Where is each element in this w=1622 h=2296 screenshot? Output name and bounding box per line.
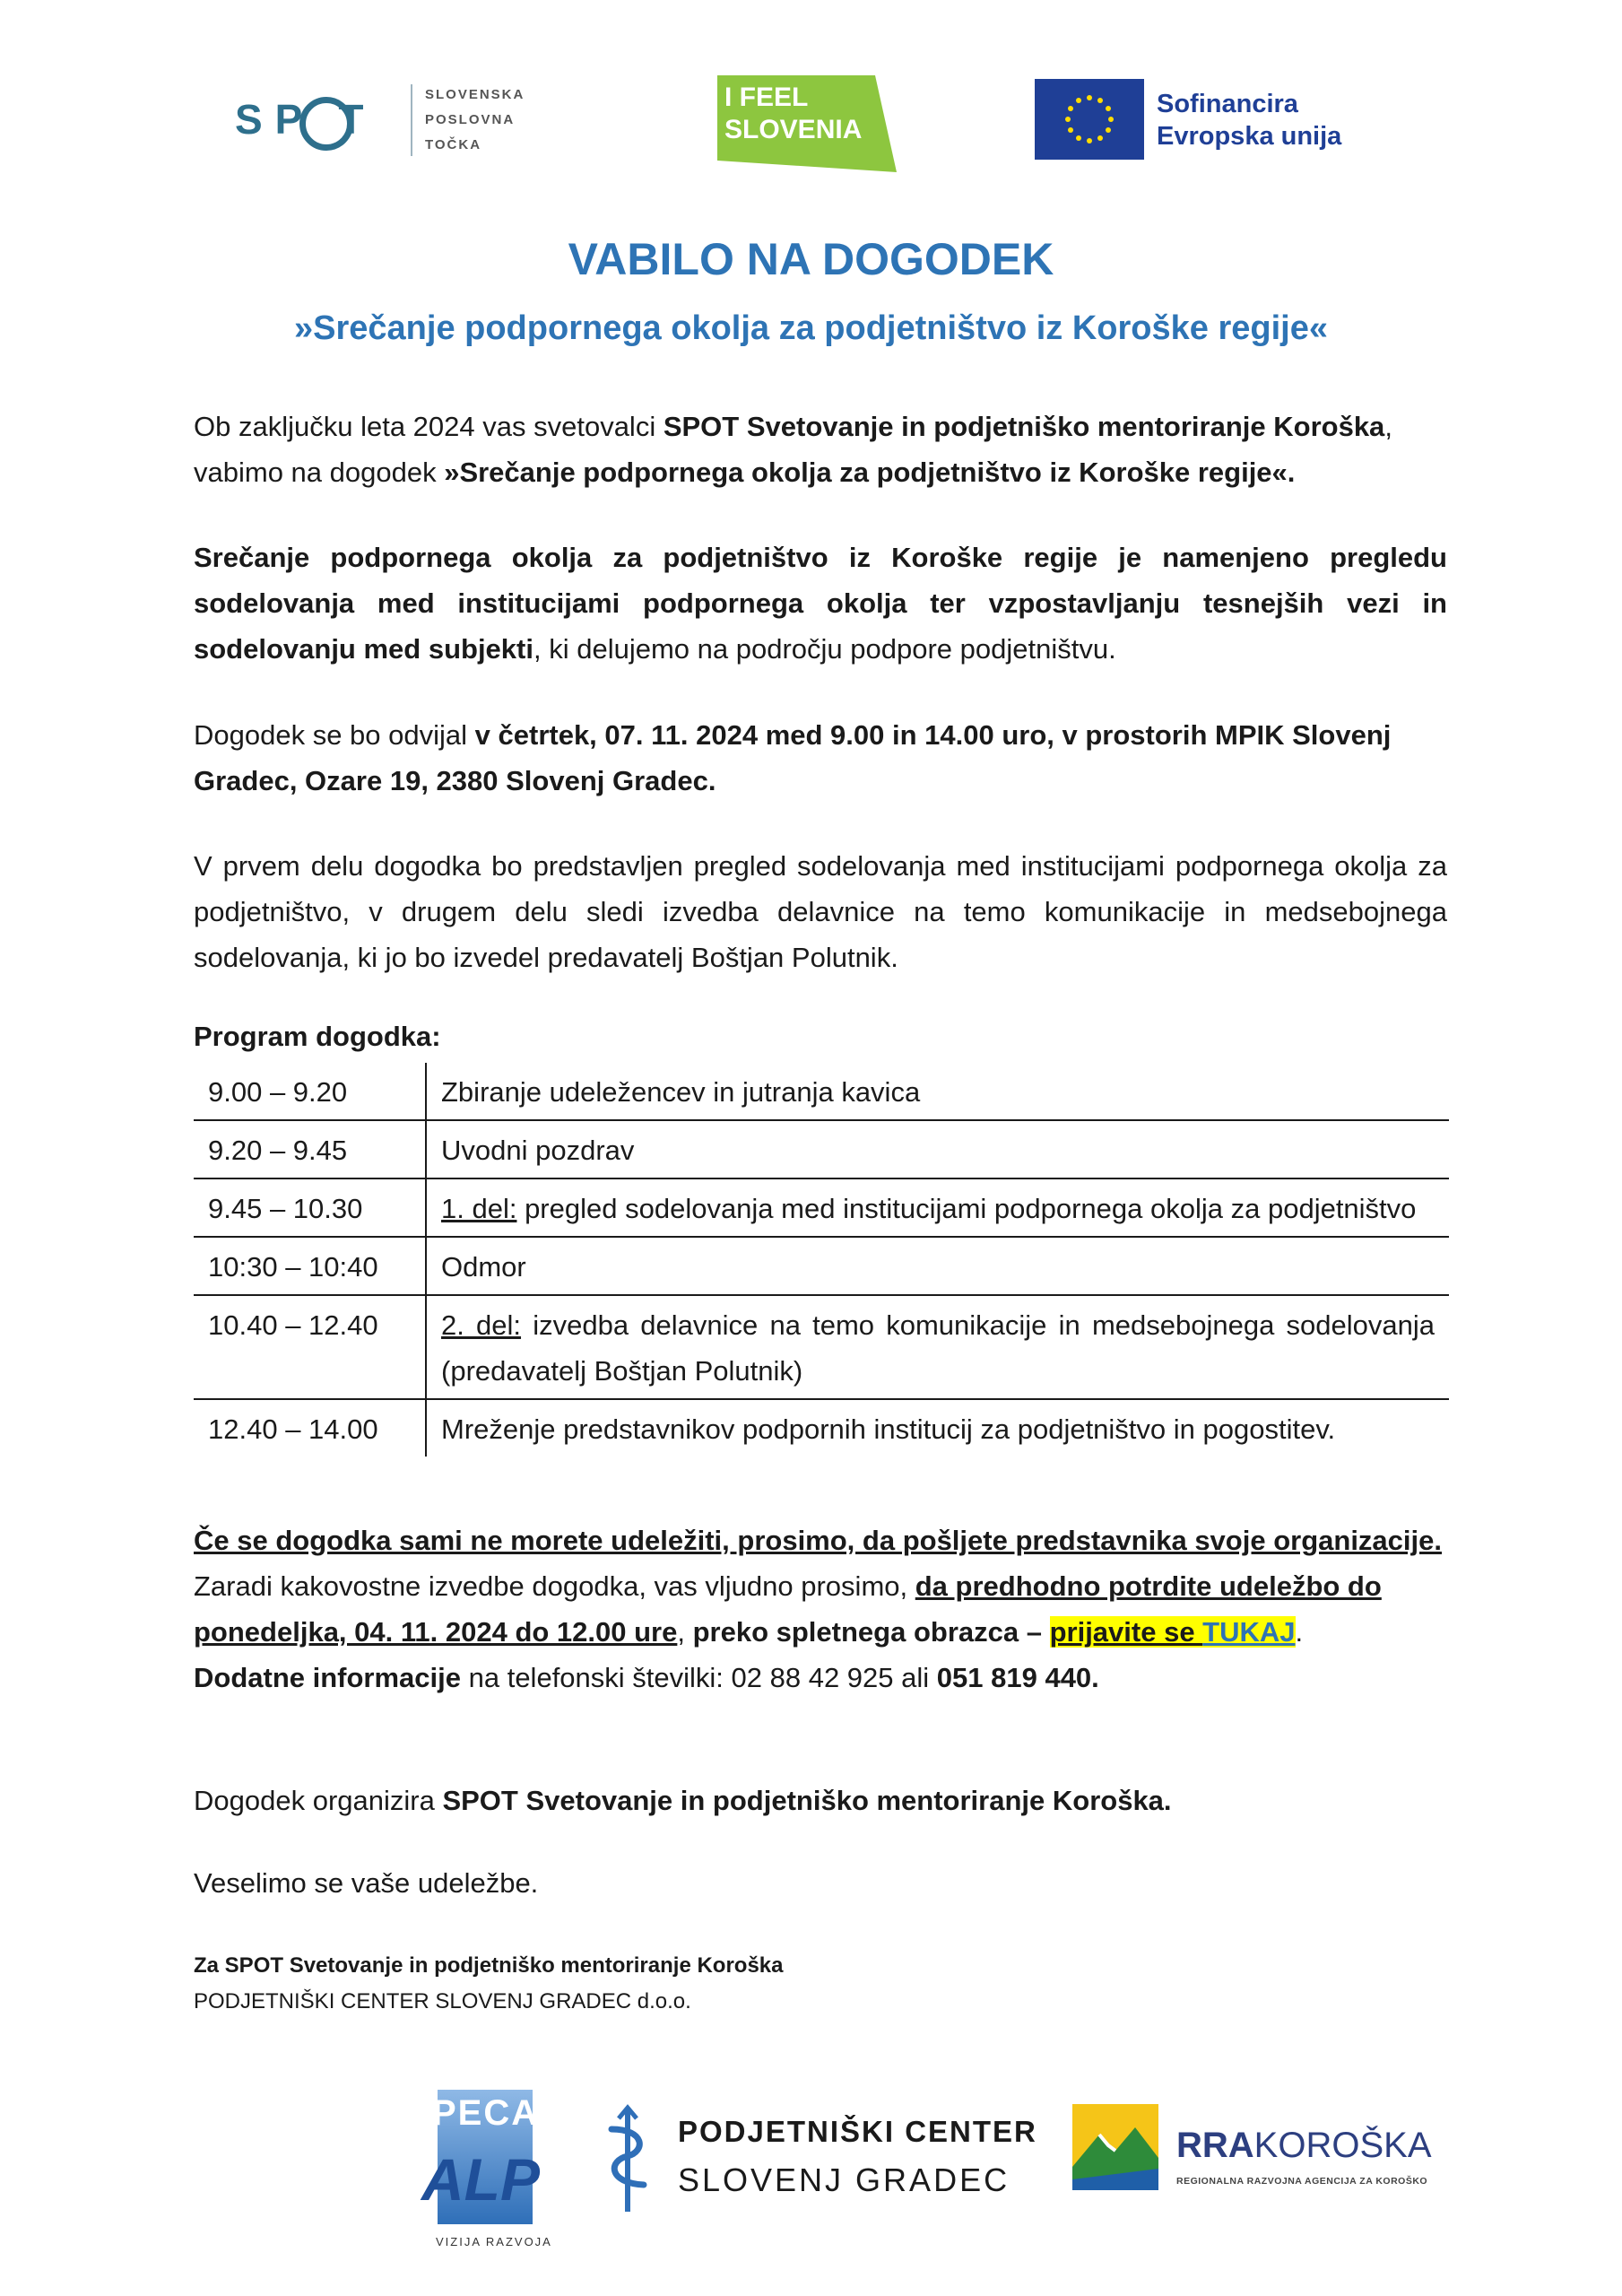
- page-title: VABILO NA DOGODEK: [568, 234, 1054, 284]
- eu-text-line1: Sofinancira: [1157, 90, 1298, 118]
- page-subtitle: »Srečanje podpornega okolja za podjetništvo iz Koroške regije«: [294, 309, 1328, 347]
- rra-wordmark: [1176, 2126, 1432, 2166]
- text-run: Zaradi kakovostne izvedbe dogodka, vas vljudno prosimo,: [194, 1570, 915, 1602]
- spot-tagline: [425, 83, 525, 158]
- eu-text: [1157, 88, 1341, 152]
- text-run: ,: [677, 1616, 693, 1648]
- pc-line1: PODJETNIŠKI CENTER: [678, 2115, 1037, 2148]
- bold-underline-run: Če se dogodka sami ne morete udeležiti, prosimo, da pošljete predstavnika svoje organizacije.: [194, 1525, 1442, 1556]
- ifeel-line1: I FEEL: [724, 83, 809, 112]
- podjetniski-center-logo: [592, 2102, 1058, 2219]
- register-link[interactable]: TUKAJ: [1202, 1616, 1296, 1648]
- peca-main-text: ALP: [421, 2146, 540, 2213]
- rra-bold: RRA: [1176, 2126, 1254, 2165]
- signature-line2: PODJETNIŠKI CENTER SLOVENJ GRADEC d.o.o.: [194, 1989, 691, 2013]
- time-cell: 9.00 – 9.20: [194, 1063, 426, 1120]
- spot-wordmark: SP T: [235, 96, 377, 143]
- eu-flag-icon: [1035, 79, 1144, 160]
- time-cell: 10.40 – 12.40: [194, 1295, 426, 1399]
- bold-run: 051 819 440.: [936, 1662, 1099, 1693]
- text-run: izvedba delavnice na temo komunikacije in medsebojnega sodelovanja (predavatelj Boštjan Polutnik): [441, 1309, 1435, 1387]
- rra-mountain-icon: [1072, 2104, 1158, 2190]
- table-row: [194, 1120, 1449, 1178]
- description-cell: [426, 1178, 1449, 1237]
- bold-run: Dodatne informacije: [194, 1662, 461, 1693]
- description-cell: [426, 1237, 1449, 1295]
- eu-cofinanced-logo: [1035, 79, 1411, 160]
- description-cell: [426, 1295, 1449, 1399]
- text-run: Ob zaključku leta 2024 vas svetovalci: [194, 411, 664, 442]
- text-run: Dogodek organizira: [194, 1785, 443, 1816]
- bold-run: preko spletnega obrazca –: [692, 1616, 1050, 1648]
- time-cell: 12.40 – 14.00: [194, 1399, 426, 1457]
- closing-paragraph: [194, 1860, 1447, 1906]
- time-cell: 10:30 – 10:40: [194, 1237, 426, 1295]
- text-run: Uvodni pozdrav: [441, 1135, 635, 1166]
- register-highlight: prijavite se: [1049, 1616, 1203, 1648]
- ifeel-line2: SLOVENIA: [724, 115, 863, 144]
- rra-koroska-logo: [1072, 2104, 1449, 2203]
- bold-run: SPOT Svetovanje in podjetniško mentoriranje Koroška.: [442, 1785, 1172, 1816]
- caduceus-icon: [592, 2102, 664, 2219]
- spot-tagline-line: POSLOVNA: [425, 112, 516, 127]
- text-run: V prvem delu dogodka bo predstavljen pregled sodelovanja med institucijami podpornega okolja za podjetništvo, v drugem delu sledi izvedba delavnice na temo komunikacije in medsebojnega sodelovanja, ki jo bo izvedel predavatelj Boštjan Polutnik.: [194, 850, 1447, 973]
- text-run: Zbiranje udeležencev in jutranja kavica: [441, 1076, 921, 1108]
- signature-line1: Za SPOT Svetovanje in podjetniško mentoriranje Koroška: [194, 1953, 784, 1978]
- text-run: Veselimo se vaše udeležbe.: [194, 1867, 539, 1899]
- bold-underline-run: da predhodno potrdite udeležbo do ponedeljka, 04. 11. 2024 do 12.00 ure: [194, 1570, 1382, 1648]
- text-run: , ki delujemo na področju podpore podjetništvu.: [533, 633, 1116, 665]
- description-cell: [426, 1399, 1449, 1457]
- text-run: , vabimo na dogodek: [194, 411, 1392, 488]
- peca-alp-logo: [405, 2090, 576, 2260]
- description-cell: [426, 1063, 1449, 1120]
- program-description: [194, 843, 1447, 980]
- table-row: [194, 1237, 1449, 1295]
- program-label: Program dogodka:: [194, 1021, 441, 1052]
- rra-rest: KOROŠKA: [1253, 2126, 1432, 2165]
- time-cell: 9.20 – 9.45: [194, 1120, 426, 1178]
- text-run: Odmor: [441, 1251, 526, 1283]
- spot-divider: [411, 84, 412, 156]
- text-run: Dogodek se bo odvijal: [194, 719, 475, 751]
- part-label: 2. del:: [441, 1309, 522, 1341]
- program-table: [194, 1063, 1449, 1457]
- location-paragraph: [194, 712, 1447, 804]
- registration-paragraph: [194, 1518, 1447, 1700]
- text-run: na telefonski številki: 02 88 42 925 ali: [461, 1662, 937, 1693]
- peca-top-text: PECA: [432, 2093, 540, 2133]
- pc-line2: SLOVENJ GRADEC: [678, 2161, 1010, 2198]
- table-row: [194, 1178, 1449, 1237]
- part-label: 1. del:: [441, 1193, 517, 1224]
- text-run: .: [1295, 1616, 1304, 1648]
- purpose-paragraph: [194, 535, 1447, 672]
- description-cell: [426, 1120, 1449, 1178]
- table-row: [194, 1063, 1449, 1120]
- bold-run: Srečanje podpornega okolja za podjetništvo iz Koroške regije je namenjeno pregledu sodelovanja med institucijami podpornega okolja ter vzpostavljanju tesnejših vezi in sodelovanju med subjekti: [194, 542, 1447, 665]
- bold-run: »Srečanje podpornega okolja za podjetništvo iz Koroške regije«.: [444, 457, 1296, 488]
- bold-run: v četrtek, 07. 11. 2024 med 9.00 in 14.00 uro, v prostorih MPIK Slovenj Gradec, Ozare 19, 2380 Slovenj Gradec.: [194, 719, 1392, 796]
- signature-block: [194, 1948, 1447, 2020]
- spot-tagline-line: SLOVENSKA: [425, 87, 525, 102]
- rra-tagline: REGIONALNA RAZVOJNA AGENCIJA ZA KOROŠKO: [1176, 2176, 1428, 2187]
- intro-paragraph: [194, 404, 1447, 495]
- text-run: pregled sodelovanja med institucijami podpornega okolja za podjetništvo: [516, 1193, 1417, 1224]
- bold-run: SPOT Svetovanje in podjetniško mentoriranje Koroška: [663, 411, 1385, 442]
- peca-tagline: VIZIJA RAZVOJA: [436, 2235, 552, 2248]
- text-run: Mreženje predstavnikov podpornih institucij za podjetništvo in pogostitev.: [441, 1413, 1336, 1445]
- spot-tagline-line: TOČKA: [425, 137, 482, 152]
- organizer-paragraph: [194, 1778, 1447, 1823]
- spot-logo: [235, 79, 540, 169]
- eu-text-line2: Evropska unija: [1157, 122, 1342, 151]
- time-cell: 9.45 – 10.30: [194, 1178, 426, 1237]
- table-row: [194, 1295, 1449, 1399]
- ifeelslovenia-logo: [717, 75, 897, 172]
- table-row: [194, 1399, 1449, 1457]
